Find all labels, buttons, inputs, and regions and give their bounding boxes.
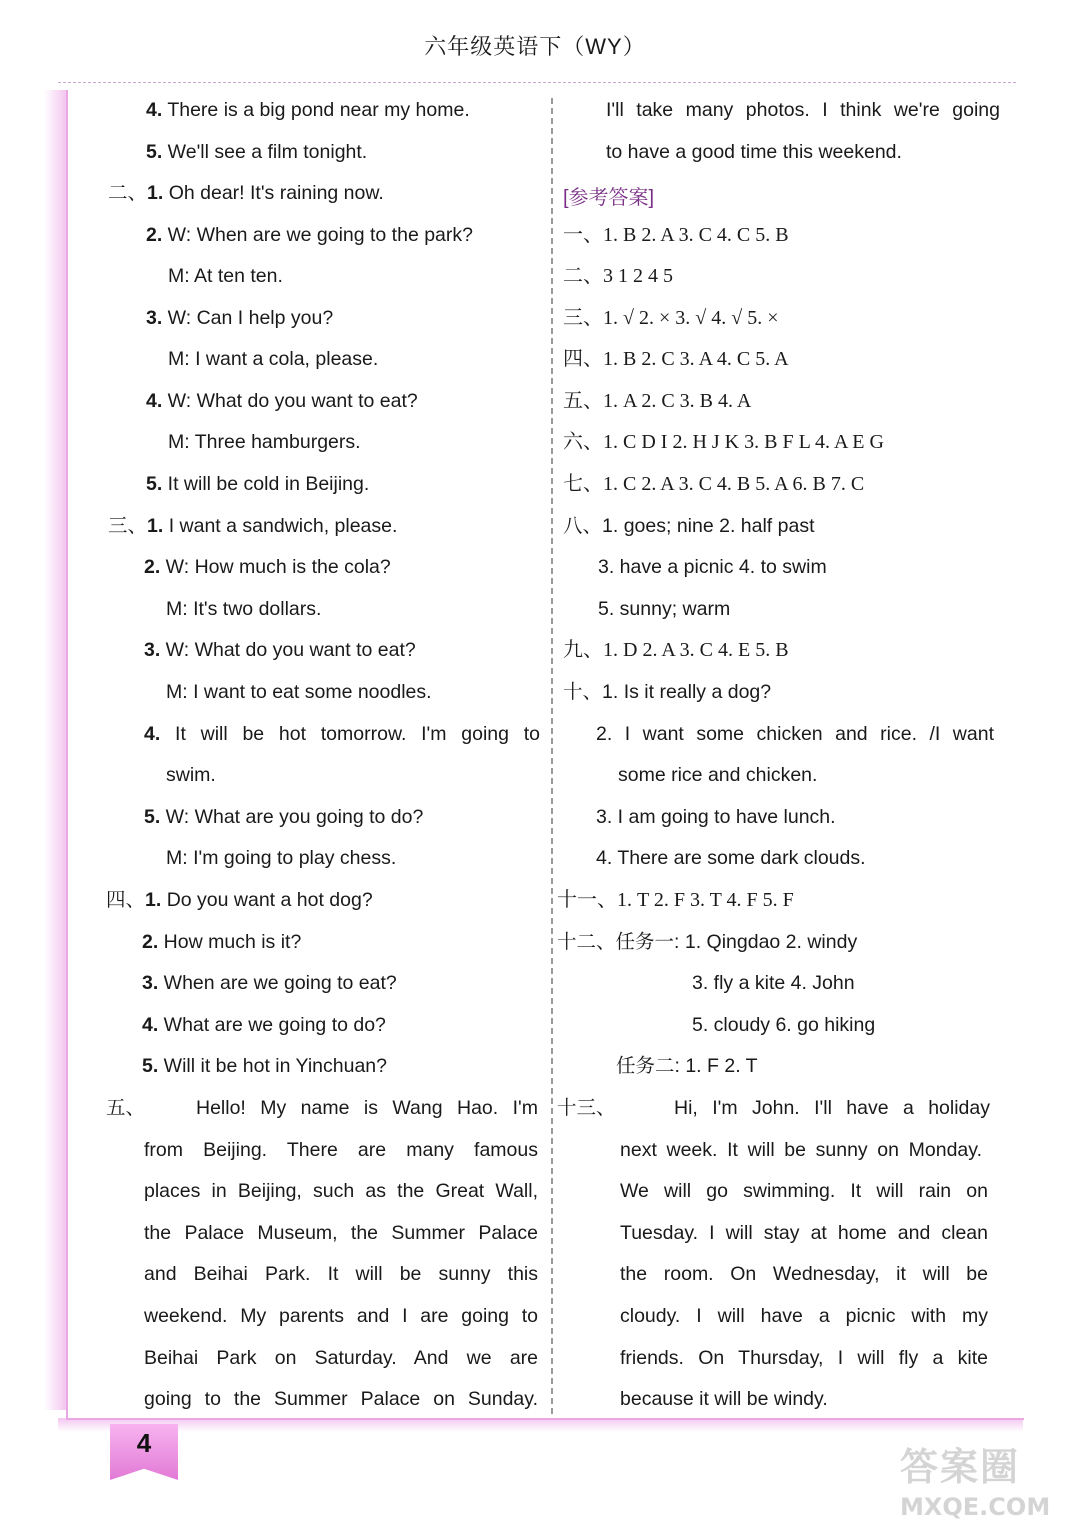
passage-line: from Beijing. There are many famous bbox=[144, 1139, 538, 1161]
left-line: M: I want to eat some noodles. bbox=[166, 681, 432, 703]
bottom-border-line bbox=[66, 1418, 1024, 1420]
answer-row-10-cont: 3. I am going to have lunch. bbox=[596, 806, 836, 828]
site-watermark bbox=[900, 1436, 1060, 1528]
passage-line: going to the Summer Palace on Sunday. bbox=[144, 1388, 538, 1410]
watermark-url: MXQE.COM bbox=[900, 1493, 1051, 1521]
answer-row-1: 一、1. B 2. A 3. C 4. C 5. B bbox=[563, 224, 789, 246]
left-line: 4. W: What do you want to eat? bbox=[146, 390, 418, 412]
section-5-marker: 五、 bbox=[106, 1097, 146, 1119]
answer-row-6: 六、1. C D I 2. H J K 3. B F L 4. A E G bbox=[563, 431, 884, 453]
section-4-line: 四、1. Do you want a hot dog? bbox=[106, 889, 373, 911]
section-marker: 二、 bbox=[108, 182, 148, 204]
passage-line: the room. On Wednesday, it will be bbox=[620, 1263, 988, 1285]
answer-row-11: 十一、1. T 2. F 3. T 4. F 5. F bbox=[557, 889, 794, 911]
left-line: 3. When are we going to eat? bbox=[142, 972, 397, 994]
passage-line: Beihai Park on Saturday. And we are bbox=[144, 1347, 538, 1369]
section-marker: 三、 bbox=[108, 515, 148, 537]
answer-row-7: 七、1. C 2. A 3. C 4. B 5. A 6. B 7. C bbox=[563, 473, 865, 495]
answer-row-12-task2: 任务二: 1. F 2. T bbox=[616, 1055, 758, 1077]
left-line: M: I want a cola, please. bbox=[168, 348, 379, 370]
passage-line: places in Beijing, such as the Great Wall, bbox=[144, 1180, 538, 1202]
section-marker: 四、 bbox=[106, 889, 146, 911]
left-line: swim. bbox=[166, 764, 216, 786]
header-divider bbox=[58, 82, 1016, 83]
passage-line: next week. It will be sunny on Monday. bbox=[620, 1139, 982, 1161]
left-line: 2. How much is it? bbox=[142, 931, 302, 953]
page-header-title: 六年级英语下（WY） bbox=[424, 34, 646, 59]
answer-row-8: 八、1. goes; nine 2. half past bbox=[563, 515, 815, 537]
passage-line: weekend. My parents and I are going to bbox=[144, 1305, 538, 1327]
answer-row-5: 五、1. A 2. C 3. B 4. A bbox=[563, 390, 752, 412]
left-line: 4. It will be hot tomorrow. I'm going to bbox=[144, 723, 540, 745]
section-2-line: 二、1. Oh dear! It's raining now. bbox=[108, 182, 384, 204]
watermark-logo-text: 答案圈 bbox=[900, 1445, 1021, 1489]
reference-answers-label: [参考答案] bbox=[563, 187, 655, 209]
column-divider bbox=[551, 98, 553, 1414]
answer-row-12: 十二、任务一: 1. Qingdao 2. windy bbox=[557, 931, 858, 953]
passage-line: cloudy. I will have a picnic with my bbox=[620, 1305, 988, 1327]
bottom-decorative-band bbox=[58, 1418, 1023, 1432]
passage-line: and Beihai Park. It will be sunny this bbox=[144, 1263, 538, 1285]
answer-row-12-cont: 5. cloudy 6. go hiking bbox=[692, 1014, 876, 1036]
left-decorative-band bbox=[44, 90, 66, 1410]
answer-row-8-cont: 5. sunny; warm bbox=[598, 598, 731, 620]
passage-line: Hi, I'm John. I'll have a holiday bbox=[674, 1097, 990, 1119]
answer-row-8-cont: 3. have a picnic 4. to swim bbox=[598, 556, 827, 578]
left-line: 2. W: How much is the cola? bbox=[144, 556, 391, 578]
left-line: 5. W: What are you going to do? bbox=[144, 806, 424, 828]
left-line: M: It's two dollars. bbox=[166, 598, 322, 620]
passage-line: because it will be windy. bbox=[620, 1388, 828, 1410]
answer-row-10-cont: 4. There are some dark clouds. bbox=[596, 847, 866, 869]
passage-line: the Palace Museum, the Summer Palace bbox=[144, 1222, 538, 1244]
left-line: 4. There is a big pond near my home. bbox=[146, 99, 470, 121]
left-line: 5. We'll see a film tonight. bbox=[146, 141, 368, 163]
answer-row-9: 九、1. D 2. A 3. C 4. E 5. B bbox=[563, 639, 789, 661]
left-line: M: At ten ten. bbox=[168, 265, 283, 287]
left-line: 3. W: What do you want to eat? bbox=[144, 639, 416, 661]
left-line: 3. W: Can I help you? bbox=[146, 307, 334, 329]
left-line: 4. What are we going to do? bbox=[142, 1014, 386, 1036]
passage-line: Hello! My name is Wang Hao. I'm bbox=[196, 1097, 538, 1119]
section-13-marker: 十三、 bbox=[557, 1097, 616, 1119]
passage-line: to have a good time this weekend. bbox=[606, 141, 902, 163]
left-line: 5. It will be cold in Beijing. bbox=[146, 473, 370, 495]
left-line: M: I'm going to play chess. bbox=[166, 847, 397, 869]
answer-row-10-cont: some rice and chicken. bbox=[618, 764, 818, 786]
left-line: 2. W: When are we going to the park? bbox=[146, 224, 473, 246]
left-border-line bbox=[66, 90, 68, 1420]
passage-line: friends. On Thursday, I will fly a kite bbox=[620, 1347, 988, 1369]
answer-row-12-cont: 3. fly a kite 4. John bbox=[692, 972, 855, 994]
answer-row-3: 三、1. √ 2. × 3. √ 4. √ 5. × bbox=[563, 307, 779, 329]
answer-row-2: 二、3 1 2 4 5 bbox=[563, 265, 673, 287]
left-line: 5. Will it be hot in Yinchuan? bbox=[142, 1055, 387, 1077]
answer-row-10: 十、1. Is it really a dog? bbox=[563, 681, 772, 703]
passage-line: I'll take many photos. I think we're going bbox=[606, 99, 1000, 121]
section-3-line: 三、1. I want a sandwich, please. bbox=[108, 515, 398, 537]
passage-line: We will go swimming. It will rain on bbox=[620, 1180, 988, 1202]
left-line: M: Three hamburgers. bbox=[168, 431, 361, 453]
passage-line: Tuesday. I will stay at home and clean bbox=[620, 1222, 988, 1244]
page-number: 4 bbox=[136, 1428, 152, 1458]
answer-row-10-cont: 2. I want some chicken and rice. /I want bbox=[596, 723, 994, 745]
answer-row-4: 四、1. B 2. C 3. A 4. C 5. A bbox=[563, 348, 789, 370]
